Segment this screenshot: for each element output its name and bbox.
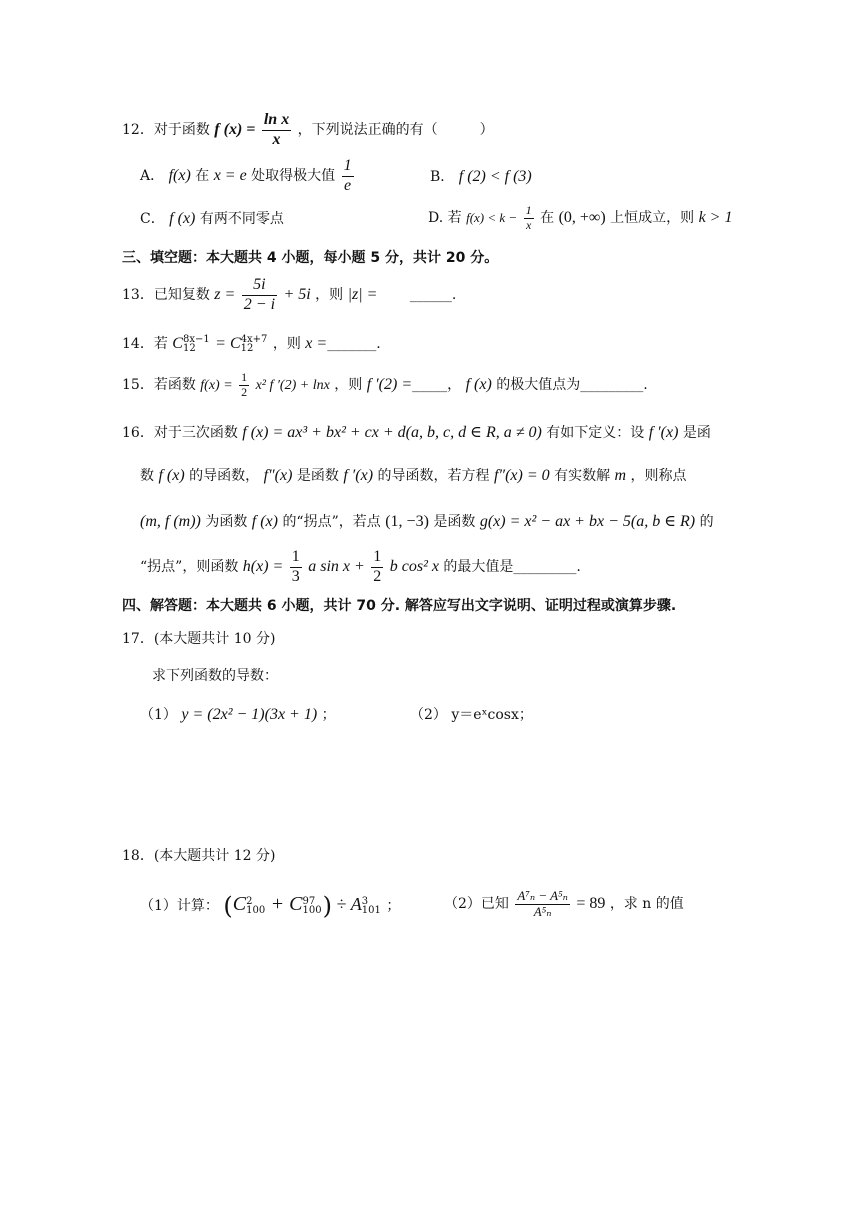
q16-l3-t3: 是函数 (433, 514, 476, 530)
q12-stem (122, 110, 494, 150)
q16-l2-t6: ，则称点 (630, 468, 687, 484)
q12-a-f: f (168, 167, 174, 184)
q15-num: 1 (241, 369, 248, 384)
q13-z: z = (214, 286, 236, 303)
q18-p2-fraction (515, 889, 570, 920)
q16-l2-t1: 数 (140, 468, 154, 484)
q12-b-label: B． (430, 169, 455, 185)
q13-abs: |z| = (347, 286, 378, 303)
q14-x: x = (305, 335, 328, 352)
q12-prefix: 12．对于函数 (122, 122, 210, 138)
q16-line-4 (140, 545, 581, 589)
q16-answer-blank[interactable]: _________. (513, 559, 581, 575)
q14-c1-sup: 8x−1 (182, 333, 210, 345)
q16-l2-t4: 的导函数，若方程 (377, 468, 490, 484)
q16-l2-m: m (614, 467, 627, 484)
q18-p1-b1: 100 (246, 905, 266, 916)
q13-num: 5i (242, 276, 277, 295)
q16-l4-d1: 3 (291, 567, 300, 585)
q18-p1-s3: 3 (361, 895, 369, 907)
q16-line-3 (140, 508, 714, 536)
q12-a-label: A． (140, 168, 165, 184)
q15-blank-2[interactable]: _________. (580, 377, 648, 393)
q18-part-2 (444, 880, 684, 928)
q18-p1-b2: 100 (302, 905, 322, 916)
q18-p2-label: （2）已知 (444, 896, 509, 912)
q18-p1-s2: 97 (302, 895, 316, 907)
q16-l4-frac-1 (290, 548, 302, 586)
q14-c2-indices (241, 335, 268, 354)
q16-l4-t2: 的最大值是 (443, 559, 514, 575)
q13-prefix: 13．已知复数 (122, 287, 210, 303)
q15-expr: x² f ′(2) + lnx (255, 378, 330, 393)
q17-head: 17．(本大题共计 10 分) (122, 631, 276, 647)
q14-c1-sub: 12 (182, 343, 196, 354)
q14-c2: = C (215, 335, 241, 352)
q14-prefix: 14．若 (122, 336, 168, 352)
q16-l2-fx: f (x) (158, 467, 185, 484)
q12-d-t1: 在 (540, 210, 555, 226)
q12-d-t2: 上恒成立，则 (610, 210, 695, 226)
q12-c-expr: f (x) (169, 210, 196, 227)
q12-den: x (272, 130, 281, 148)
q12-option-a (140, 156, 356, 196)
section-4-heading: 四、解答题：本大题共 6 小题，共计 70 分. 解答应写出文字说明、证明过程或演算步骤. (122, 598, 677, 614)
q13 (122, 275, 456, 315)
q12-a-den: e (344, 176, 352, 194)
q16-l3-t4: 的 (699, 514, 714, 530)
q17-p1-end: ； (321, 707, 336, 723)
q15-fraction (239, 371, 249, 400)
q16-l4-n2: 1 (371, 548, 383, 567)
section-3-heading: 三、填空题：本大题共 4 小题，每小题 5 分，共计 20 分。 (122, 250, 499, 266)
q13-answer-blank[interactable]: ______. (409, 287, 457, 303)
q13-tail: + 5i (283, 286, 311, 303)
q12-fx: f (x) = (214, 121, 256, 138)
q18-p1-b3: 101 (361, 905, 381, 916)
q18-p1-c2: + C (270, 893, 303, 915)
q12-option-d (428, 198, 732, 238)
q12-d-den: x (525, 217, 532, 232)
q16-l3-fx: f (x) (251, 513, 278, 530)
q18-head: 18．(本大题共计 12 分) (122, 848, 276, 864)
q15-t2: 的极大值点为 (496, 377, 581, 393)
q18-open-paren: ( (223, 892, 233, 920)
q18-p1-c1: C (232, 893, 247, 915)
q16-l3-t2: 的“拐点”，若点 (282, 514, 381, 530)
q17-part-2 (410, 703, 533, 727)
q15-den: 2 (241, 384, 248, 399)
q12-b-expr: f (2) < f (3) (458, 168, 532, 185)
q14-c1: C (172, 335, 183, 352)
q17-p1-label: （1） (140, 707, 177, 723)
q16-l3-g: g(x) = x² − ax + bx − 5(a, b ∈ R) (479, 513, 696, 530)
q18-p1-a: ÷ A (336, 894, 362, 914)
q18-p2-eq: = 89 (576, 895, 606, 912)
q12-fraction (262, 111, 291, 149)
q18-p1-end: ； (386, 898, 401, 914)
q17-part-1 (140, 703, 336, 727)
q14-c2-sup: 4x+7 (240, 333, 268, 345)
q12-c-text: 有两不同零点 (199, 211, 284, 227)
q12-a-fraction (342, 157, 354, 195)
q16-cubic-expr: f (x) = ax³ + bx² + cx + d(a, b, c, d ∈ R, a ≠ 0) (242, 424, 542, 441)
q15-prefix: 15．若函数 (122, 377, 196, 393)
q15-blank-1[interactable]: _____， (412, 377, 462, 393)
q16-l4-t1: “拐点”，则函数 (140, 559, 239, 575)
q16-prefix: 16．对于三次函数 (122, 425, 238, 441)
q16-l4-n1: 1 (290, 548, 302, 567)
q12-a-t1: 在 (195, 168, 210, 184)
q12-c-label: C． (140, 211, 165, 227)
q16-l4-e1: a sin x + (308, 558, 365, 575)
q13-t1: ，则 (315, 287, 344, 303)
q12-d-expr3: k > 1 (698, 209, 733, 226)
q16-l1-end: 是函 (682, 425, 711, 441)
q16-l3-p: (1, −3) (385, 513, 429, 530)
q16-l3-point: (m, f (m)) (140, 513, 201, 530)
q17-p2-label: （2） (410, 707, 447, 723)
q12-a-num: 1 (342, 157, 354, 176)
q16-l4-e2: b cos² x (389, 558, 439, 575)
q12-a-arg: (x) (173, 167, 191, 184)
q12-option-b (430, 162, 532, 192)
q16-l2-t3: 是函数 (296, 468, 339, 484)
q16-l2-eq: f″(x) = 0 (493, 467, 550, 484)
q12-d-fraction (524, 204, 534, 233)
q12-a-t2: 处取得极大值 (251, 168, 336, 184)
q18-p2-end: ，求 n 的值 (609, 896, 684, 912)
q18-p1-c1-indices (246, 897, 265, 916)
q15-t1: ，则 (334, 377, 363, 393)
q16-l4-frac-2 (371, 548, 383, 586)
q13-fraction (242, 276, 277, 314)
q17-p2-expr: y＝eˣcosx； (451, 707, 533, 723)
q18-p2-num: A⁷ₙ − A⁵ₙ (517, 887, 568, 903)
q16-l2-fpp: f″(x) (263, 467, 293, 484)
q15-fx: f (x) (465, 376, 492, 393)
q16-l2-fp: f ′(x) (343, 467, 374, 484)
q14 (122, 330, 381, 358)
q15 (122, 365, 648, 406)
q12-d-expr1: f(x) < k − (466, 210, 518, 225)
q14-c1-indices (183, 335, 210, 354)
q14-c2-sub: 12 (240, 343, 254, 354)
q16-l4-h: h(x) = (242, 558, 284, 575)
q16-line-2 (140, 462, 687, 490)
q14-answer-blank[interactable]: _______. (327, 336, 381, 352)
q15-fp: f ′(2) = (366, 376, 413, 393)
q18-close-paren: ) (322, 892, 332, 920)
q12-a-xe: x = e (213, 167, 247, 184)
q17-intro: 求下列函数的导数： (152, 668, 278, 684)
q14-t1: ，则 (272, 336, 301, 352)
q16-l1-fp: f ′(x) (648, 424, 679, 441)
q16-line-1 (122, 419, 711, 447)
q16-l3-t1: 为函数 (205, 514, 248, 530)
q17-p1-expr: y = (2x² − 1)(3x + 1) (181, 706, 318, 723)
q12-num: ln x (262, 111, 291, 130)
q18-p2-den: A⁵ₙ (533, 903, 552, 919)
q12-option-c (140, 204, 284, 234)
q12-suffix: ，下列说法正确的有（ ） (297, 122, 494, 138)
q18-p1-s1: 2 (246, 895, 253, 907)
q18-p1-label: （1）计算： (140, 898, 219, 914)
q18-p1-a-indices (362, 897, 381, 916)
q12-d-label: D. 若 (428, 210, 462, 226)
q16-l2-t2: 的导函数， (189, 468, 260, 484)
q12-d-num: 1 (525, 202, 532, 217)
q16-l2-t5: 有实数解 (554, 468, 611, 484)
q16-l1-text: 有如下定义：设 (546, 425, 645, 441)
q18-p1-c2-indices (302, 897, 321, 916)
q13-den: 2 − i (243, 295, 276, 313)
q15-f: f(x) = (200, 378, 233, 393)
q12-d-interval: (0, +∞) (558, 209, 606, 226)
q16-l4-d2: 2 (373, 567, 382, 585)
q18-part-1 (140, 883, 400, 927)
